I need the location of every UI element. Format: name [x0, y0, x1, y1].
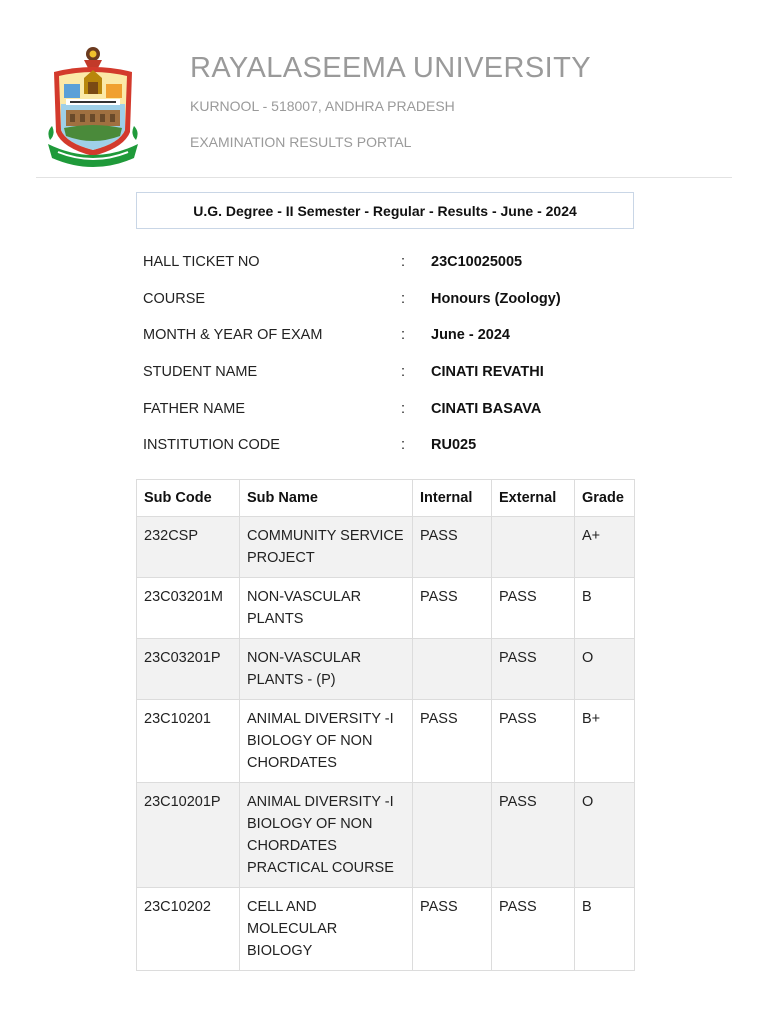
cell-grade: B — [575, 578, 635, 639]
detail-value: CINATI BASAVA — [431, 400, 542, 417]
table-row — [137, 639, 635, 700]
detail-value: RU025 — [431, 437, 477, 454]
university-emblem-icon — [44, 44, 142, 170]
detail-separator: : — [401, 254, 406, 271]
detail-label: FATHER NAME — [143, 400, 246, 417]
detail-value: June - 2024 — [431, 327, 510, 344]
detail-row-student-name — [143, 354, 643, 391]
cell-sub-code: 23C10201P — [137, 783, 240, 888]
detail-row-institution-code — [143, 427, 643, 464]
cell-external: PASS — [492, 578, 575, 639]
detail-value: Honours (Zoology) — [431, 290, 561, 307]
detail-separator: : — [401, 364, 406, 381]
column-header-sub-name: Sub Name — [240, 480, 413, 517]
detail-separator: : — [401, 437, 406, 454]
column-header-external: External — [492, 480, 575, 517]
detail-label: COURSE — [143, 290, 206, 307]
cell-sub-name: NON-VASCULAR PLANTS - (P) — [240, 639, 413, 700]
cell-sub-name: CELL AND MOLECULAR BIOLOGY — [240, 888, 413, 971]
table-row — [137, 517, 635, 578]
cell-external: PASS — [492, 783, 575, 888]
detail-separator: : — [401, 290, 406, 307]
cell-internal: PASS — [413, 888, 492, 971]
detail-row-course — [143, 281, 643, 318]
detail-label: INSTITUTION CODE — [143, 437, 280, 454]
cell-grade: B — [575, 888, 635, 971]
cell-internal — [413, 783, 492, 888]
results-table — [136, 479, 635, 971]
cell-grade: O — [575, 783, 635, 888]
cell-grade: A+ — [575, 517, 635, 578]
detail-label: STUDENT NAME — [143, 364, 258, 381]
cell-sub-code: 23C03201M — [137, 578, 240, 639]
page-header — [0, 0, 768, 178]
university-name: RAYALASEEMA UNIVERSITY — [190, 52, 591, 84]
column-header-internal: Internal — [413, 480, 492, 517]
cell-external: PASS — [492, 888, 575, 971]
detail-separator: : — [401, 327, 406, 344]
detail-value: 23C10025005 — [431, 254, 523, 271]
cell-sub-name: NON-VASCULAR PLANTS — [240, 578, 413, 639]
cell-external: PASS — [492, 639, 575, 700]
university-address: KURNOOL - 518007, ANDHRA PRADESH — [190, 98, 455, 114]
table-row — [137, 700, 635, 783]
column-header-sub-code: Sub Code — [137, 480, 240, 517]
detail-row-exam-month — [143, 317, 643, 354]
cell-grade: O — [575, 639, 635, 700]
detail-value: CINATI REVATHI — [431, 364, 544, 381]
cell-internal: PASS — [413, 578, 492, 639]
detail-separator: : — [401, 400, 406, 417]
cell-sub-code: 23C10202 — [137, 888, 240, 971]
detail-label: HALL TICKET NO — [143, 254, 260, 271]
cell-internal: PASS — [413, 700, 492, 783]
header-divider — [36, 177, 732, 178]
detail-row-father-name — [143, 390, 643, 427]
table-row — [137, 888, 635, 971]
cell-sub-code: 23C10201 — [137, 700, 240, 783]
portal-name: EXAMINATION RESULTS PORTAL — [190, 134, 412, 150]
detail-label: MONTH & YEAR OF EXAM — [143, 327, 323, 344]
cell-external: PASS — [492, 700, 575, 783]
cell-sub-code: 232CSP — [137, 517, 240, 578]
table-header-row — [137, 480, 635, 517]
cell-internal: PASS — [413, 517, 492, 578]
cell-sub-code: 23C03201P — [137, 639, 240, 700]
table-row — [137, 783, 635, 888]
exam-title: U.G. Degree - II Semester - Regular - Results - June - 2024 — [136, 192, 634, 229]
cell-internal — [413, 639, 492, 700]
cell-sub-name: COMMUNITY SERVICE PROJECT — [240, 517, 413, 578]
table-row — [137, 578, 635, 639]
cell-grade: B+ — [575, 700, 635, 783]
detail-row-hall-ticket — [143, 244, 643, 281]
column-header-grade: Grade — [575, 480, 635, 517]
cell-sub-name: ANIMAL DIVERSITY -I BIOLOGY OF NON CHORDATES — [240, 700, 413, 783]
cell-sub-name: ANIMAL DIVERSITY -I BIOLOGY OF NON CHORDATES PRACTICAL COURSE — [240, 783, 413, 888]
student-details — [143, 244, 643, 464]
cell-external — [492, 517, 575, 578]
